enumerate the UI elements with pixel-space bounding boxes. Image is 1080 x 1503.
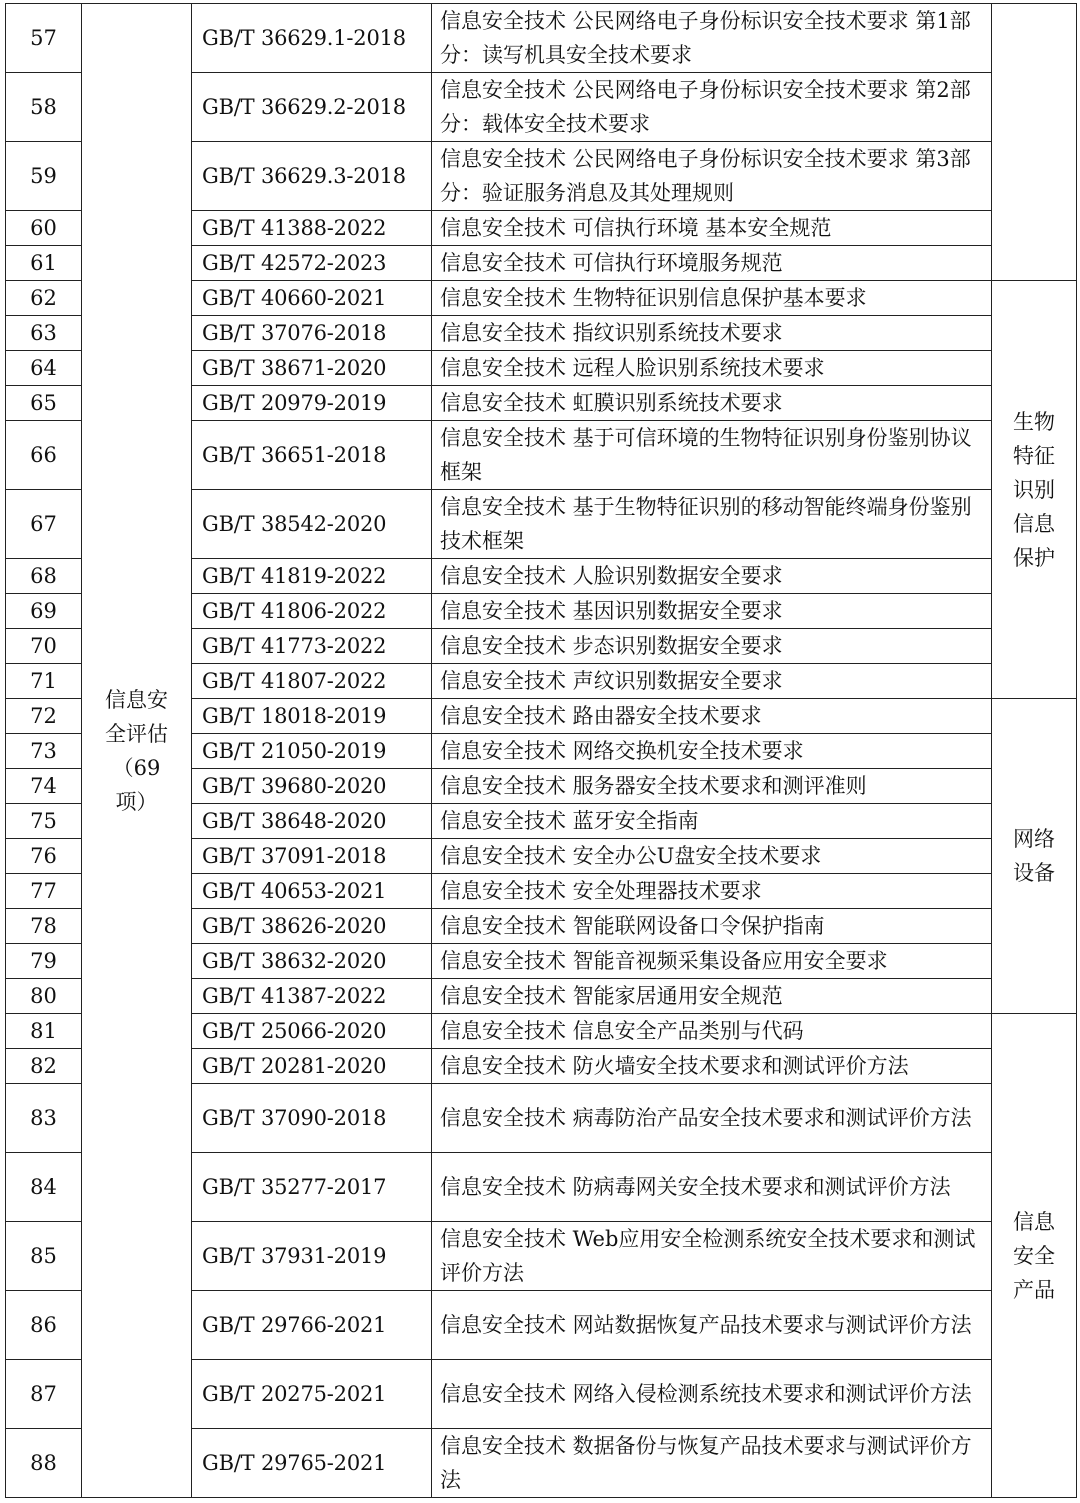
standard-code: GB/T 37091-2018 bbox=[192, 839, 432, 874]
standard-code: GB/T 38632-2020 bbox=[192, 944, 432, 979]
standard-code: GB/T 40660-2021 bbox=[192, 281, 432, 316]
standard-code: GB/T 37076-2018 bbox=[192, 316, 432, 351]
section-cell bbox=[82, 4, 192, 1498]
standard-code: GB/T 37931-2019 bbox=[192, 1222, 432, 1291]
category-cell bbox=[992, 281, 1077, 699]
section-label: 信息安全评估（69项） bbox=[105, 687, 168, 814]
row-number: 73 bbox=[6, 734, 82, 769]
standard-title: 信息安全技术 公民网络电子身份标识安全技术要求 第2部分：载体安全技术要求 bbox=[432, 73, 992, 142]
standard-code: GB/T 21050-2019 bbox=[192, 734, 432, 769]
row-number: 61 bbox=[6, 246, 82, 281]
row-number: 77 bbox=[6, 874, 82, 909]
row-number: 76 bbox=[6, 839, 82, 874]
row-number: 79 bbox=[6, 944, 82, 979]
category-cell bbox=[992, 699, 1077, 1014]
standard-title: 信息安全技术 基于可信环境的生物特征识别身份鉴别协议框架 bbox=[432, 421, 992, 490]
standard-title: 信息安全技术 安全办公U盘安全技术要求 bbox=[432, 839, 992, 874]
standard-title: 信息安全技术 步态识别数据安全要求 bbox=[432, 629, 992, 664]
row-number: 64 bbox=[6, 351, 82, 386]
row-number: 86 bbox=[6, 1291, 82, 1360]
category-cell bbox=[992, 1014, 1077, 1498]
standard-code: GB/T 29766-2021 bbox=[192, 1291, 432, 1360]
standard-title: 信息安全技术 防病毒网关安全技术要求和测试评价方法 bbox=[432, 1153, 992, 1222]
standard-title: 信息安全技术 人脸识别数据安全要求 bbox=[432, 559, 992, 594]
standard-title: 信息安全技术 安全处理器技术要求 bbox=[432, 874, 992, 909]
category-label: 信息安全产品 bbox=[1013, 1209, 1055, 1302]
standard-title: 信息安全技术 生物特征识别信息保护基本要求 bbox=[432, 281, 992, 316]
standard-code: GB/T 35277-2017 bbox=[192, 1153, 432, 1222]
standard-code: GB/T 41807-2022 bbox=[192, 664, 432, 699]
standard-code: GB/T 36629.2-2018 bbox=[192, 73, 432, 142]
standard-title: 信息安全技术 蓝牙安全指南 bbox=[432, 804, 992, 839]
standard-title: 信息安全技术 公民网络电子身份标识安全技术要求 第3部分：验证服务消息及其处理规则 bbox=[432, 142, 992, 211]
row-number: 81 bbox=[6, 1014, 82, 1049]
standard-title: 信息安全技术 防火墙安全技术要求和测试评价方法 bbox=[432, 1049, 992, 1084]
standard-code: GB/T 38542-2020 bbox=[192, 490, 432, 559]
row-number: 75 bbox=[6, 804, 82, 839]
row-number: 71 bbox=[6, 664, 82, 699]
standard-title: 信息安全技术 路由器安全技术要求 bbox=[432, 699, 992, 734]
row-number: 63 bbox=[6, 316, 82, 351]
standard-title: 信息安全技术 数据备份与恢复产品技术要求与测试评价方法 bbox=[432, 1429, 992, 1498]
standard-title: 信息安全技术 服务器安全技术要求和测评准则 bbox=[432, 769, 992, 804]
standard-title: 信息安全技术 智能联网设备口令保护指南 bbox=[432, 909, 992, 944]
row-number: 87 bbox=[6, 1360, 82, 1429]
standard-code: GB/T 25066-2020 bbox=[192, 1014, 432, 1049]
standard-code: GB/T 20275-2021 bbox=[192, 1360, 432, 1429]
row-number: 72 bbox=[6, 699, 82, 734]
category-cell-blank bbox=[992, 4, 1077, 281]
row-number: 85 bbox=[6, 1222, 82, 1291]
standard-title: 信息安全技术 Web应用安全检测系统安全技术要求和测试评价方法 bbox=[432, 1222, 992, 1291]
row-number: 83 bbox=[6, 1084, 82, 1153]
standards-table bbox=[5, 3, 1077, 1498]
standard-code: GB/T 39680-2020 bbox=[192, 769, 432, 804]
standard-title: 信息安全技术 网络交换机安全技术要求 bbox=[432, 734, 992, 769]
standard-title: 信息安全技术 网站数据恢复产品技术要求与测试评价方法 bbox=[432, 1291, 992, 1360]
standard-title: 信息安全技术 公民网络电子身份标识安全技术要求 第1部分：读写机具安全技术要求 bbox=[432, 4, 992, 73]
row-number: 88 bbox=[6, 1429, 82, 1498]
category-label: 网络设备 bbox=[1013, 827, 1055, 885]
row-number: 65 bbox=[6, 386, 82, 421]
standard-title: 信息安全技术 远程人脸识别系统技术要求 bbox=[432, 351, 992, 386]
standard-code: GB/T 18018-2019 bbox=[192, 699, 432, 734]
standard-code: GB/T 36629.1-2018 bbox=[192, 4, 432, 73]
row-number: 84 bbox=[6, 1153, 82, 1222]
standard-code: GB/T 37090-2018 bbox=[192, 1084, 432, 1153]
row-number: 60 bbox=[6, 211, 82, 246]
standard-code: GB/T 29765-2021 bbox=[192, 1429, 432, 1498]
row-number: 67 bbox=[6, 490, 82, 559]
standard-title: 信息安全技术 基于生物特征识别的移动智能终端身份鉴别技术框架 bbox=[432, 490, 992, 559]
standard-code: GB/T 38626-2020 bbox=[192, 909, 432, 944]
standard-title: 信息安全技术 可信执行环境服务规范 bbox=[432, 246, 992, 281]
row-number: 80 bbox=[6, 979, 82, 1014]
row-number: 69 bbox=[6, 594, 82, 629]
standard-title: 信息安全技术 声纹识别数据安全要求 bbox=[432, 664, 992, 699]
standard-title: 信息安全技术 智能家居通用安全规范 bbox=[432, 979, 992, 1014]
standard-code: GB/T 38671-2020 bbox=[192, 351, 432, 386]
standard-code: GB/T 38648-2020 bbox=[192, 804, 432, 839]
standard-title: 信息安全技术 指纹识别系统技术要求 bbox=[432, 316, 992, 351]
row-number: 59 bbox=[6, 142, 82, 211]
standard-code: GB/T 20979-2019 bbox=[192, 386, 432, 421]
standard-title: 信息安全技术 网络入侵检测系统技术要求和测试评价方法 bbox=[432, 1360, 992, 1429]
standard-title: 信息安全技术 可信执行环境 基本安全规范 bbox=[432, 211, 992, 246]
standard-title: 信息安全技术 病毒防治产品安全技术要求和测试评价方法 bbox=[432, 1084, 992, 1153]
standard-code: GB/T 36629.3-2018 bbox=[192, 142, 432, 211]
standard-code: GB/T 41806-2022 bbox=[192, 594, 432, 629]
row-number: 70 bbox=[6, 629, 82, 664]
row-number: 66 bbox=[6, 421, 82, 490]
standard-code: GB/T 42572-2023 bbox=[192, 246, 432, 281]
standard-code: GB/T 40653-2021 bbox=[192, 874, 432, 909]
standard-code: GB/T 41819-2022 bbox=[192, 559, 432, 594]
standard-code: GB/T 41387-2022 bbox=[192, 979, 432, 1014]
row-number: 57 bbox=[6, 4, 82, 73]
table-row bbox=[6, 4, 1077, 73]
row-number: 78 bbox=[6, 909, 82, 944]
row-number: 82 bbox=[6, 1049, 82, 1084]
standard-title: 信息安全技术 信息安全产品类别与代码 bbox=[432, 1014, 992, 1049]
row-number: 68 bbox=[6, 559, 82, 594]
row-number: 58 bbox=[6, 73, 82, 142]
standard-code: GB/T 41773-2022 bbox=[192, 629, 432, 664]
standard-title: 信息安全技术 基因识别数据安全要求 bbox=[432, 594, 992, 629]
standard-code: GB/T 41388-2022 bbox=[192, 211, 432, 246]
standard-code: GB/T 20281-2020 bbox=[192, 1049, 432, 1084]
row-number: 74 bbox=[6, 769, 82, 804]
category-label: 生物特征识别信息保护 bbox=[1013, 409, 1055, 570]
row-number: 62 bbox=[6, 281, 82, 316]
standard-title: 信息安全技术 智能音视频采集设备应用安全要求 bbox=[432, 944, 992, 979]
standard-code: GB/T 36651-2018 bbox=[192, 421, 432, 490]
standard-title: 信息安全技术 虹膜识别系统技术要求 bbox=[432, 386, 992, 421]
